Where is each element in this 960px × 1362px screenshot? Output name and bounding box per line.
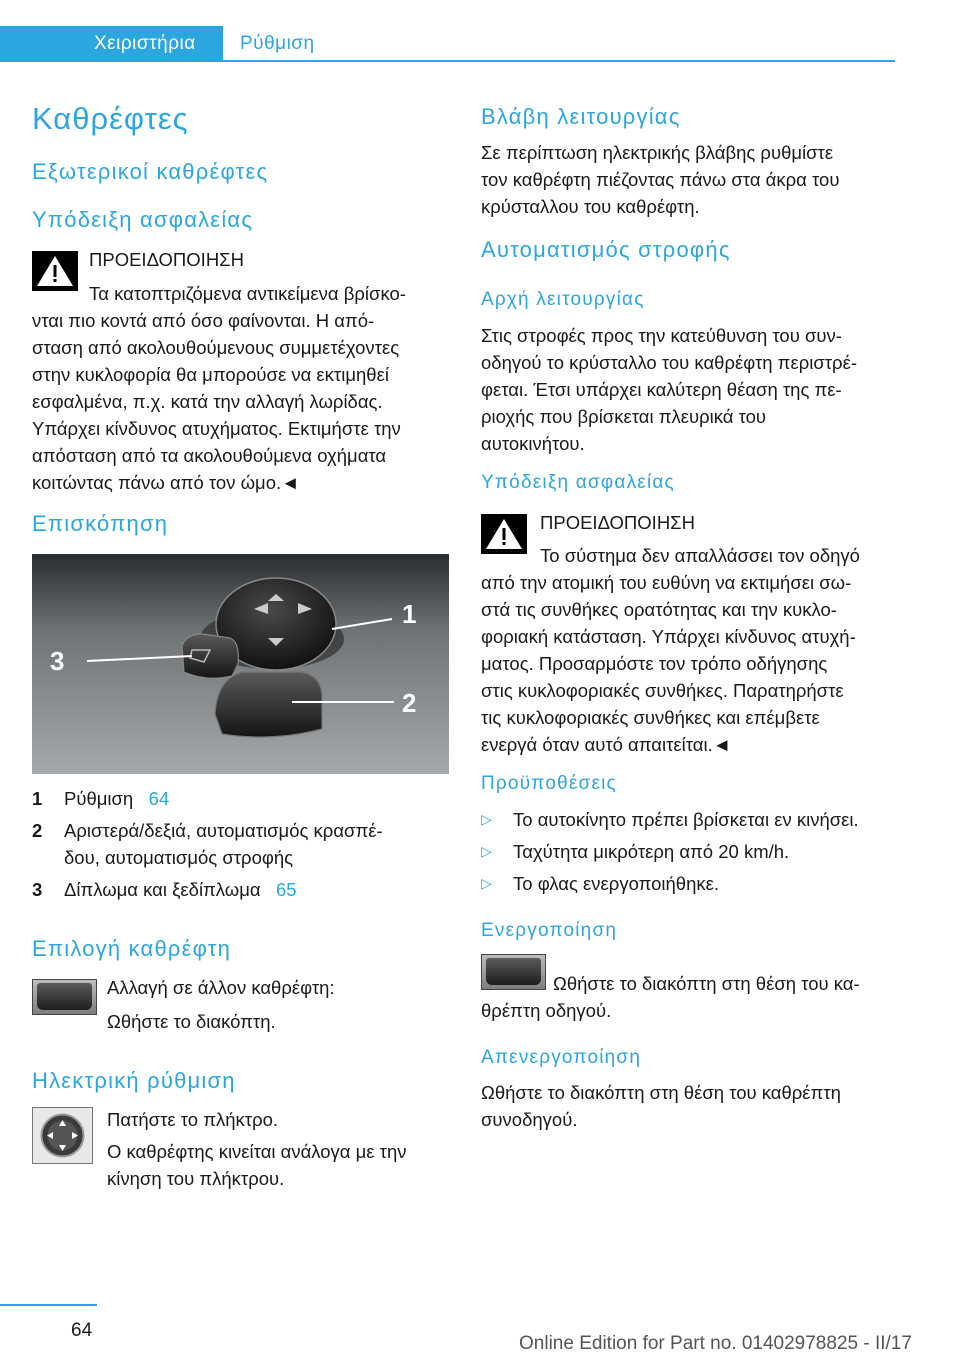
- legend-number: 2: [32, 820, 43, 841]
- mirror-controls-photo: [32, 554, 449, 774]
- legend-number: 1: [32, 788, 43, 809]
- warning-text-left-4: στην κυκλοφορία θα μπορούσε να εκτιμηθεί: [32, 364, 389, 385]
- safety-heading-left: Υπόδειξη ασφαλείας: [32, 207, 254, 232]
- overview-heading: Επισκόπηση: [32, 511, 169, 536]
- principle-text-5: αυτοκινήτου.: [481, 433, 585, 454]
- triangle-bullet-icon: ▷: [481, 843, 492, 859]
- principle-text-4: ριοχής που βρίσκεται πλευρικά του: [481, 406, 767, 427]
- auto-turn-heading: Αυτοματισμός στροφής: [481, 237, 731, 262]
- triangle-bullet-icon: ▷: [481, 875, 492, 891]
- edition-note: Online Edition for Part no. 01402978825 - II/17: [519, 1333, 912, 1354]
- electric-text-1: Πατήστε το πλήκτρο.: [107, 1109, 279, 1130]
- principle-text-2: οδηγού το κρύσταλλο του καθρέφτη περιστρέ-: [481, 352, 857, 373]
- legend-item-2: [32, 817, 442, 871]
- section-heading-exterior-mirrors: Εξωτερικοί καθρέφτες: [32, 159, 269, 184]
- chapter-tab[interactable]: Χειριστήρια: [0, 26, 223, 62]
- electric-text-3: κίνηση του πλήκτρου.: [107, 1168, 285, 1189]
- list-item: ▷ Το αυτοκίνητο πρέπει βρίσκεται εν κινήσει.: [481, 806, 901, 833]
- electric-text-2: Ο καθρέφτης κινείται ανάλογα με την: [107, 1141, 407, 1162]
- warning-text-left-7: απόσταση από τα ακολουθούμενα οχήματα: [32, 445, 387, 466]
- principle-heading: Αρχή λειτουργίας: [481, 289, 645, 310]
- adjust-button-icon: [32, 1107, 93, 1164]
- legend-text-cont: δου, αυτοματισμός στροφής: [64, 847, 294, 868]
- header-divider: [0, 60, 895, 62]
- warning-text-left-3: σταση από ακολουθούμενους συμμετέχοντες: [32, 337, 400, 358]
- malfunction-text-3: κρύσταλλου του καθρέφτη.: [481, 196, 700, 217]
- warning-text-left-5: εσφαλμένα, π.χ. κατά την αλλαγή λωρίδας.: [32, 391, 383, 412]
- select-text-2: Ωθήστε το διακόπτη.: [107, 1011, 276, 1032]
- page-ref-link[interactable]: 65: [276, 879, 297, 900]
- callout-2: 2: [402, 688, 417, 718]
- activation-text-1: Ωθήστε το διακόπτη στη θέση του κα-: [553, 973, 860, 994]
- warning-icon: [32, 251, 78, 291]
- deactivation-text-1: Ωθήστε το διακόπτη στη θέση του καθρέπτη: [481, 1082, 841, 1103]
- footer-divider: [0, 1304, 97, 1306]
- legend-text: Αριστερά/δεξιά, αυτοματισμός κρασπέ-: [64, 820, 383, 841]
- list-item: ▷ Ταχύτητα μικρότερη από 20 km/h.: [481, 838, 901, 865]
- warning-label-right: ΠΡΟΕΙΔΟΠΟΙΗΣΗ: [540, 512, 695, 533]
- activation-heading: Ενεργοποίηση: [481, 920, 618, 941]
- legend-text: Δίπλωμα και ξεδίπλωμα: [64, 879, 261, 900]
- warning-text-right-3: στά τις συνθήκες ορατότητας και την κυκλο-: [481, 599, 837, 620]
- malfunction-text-2: τον καθρέφτη πιέζοντας πάνω στα άκρα του: [481, 169, 840, 190]
- legend-item-3: [32, 876, 442, 903]
- page-title: Καθρέφτες: [32, 101, 189, 136]
- activation-text-2: θρέπτη οδηγού.: [481, 1000, 612, 1021]
- warning-text-right-4: φοριακή κατάσταση. Υπάρχει κίνδυνος ατυχή-: [481, 626, 856, 647]
- switch-icon: [481, 954, 546, 990]
- legend-item-1: [32, 785, 442, 812]
- electric-adjust-heading: Ηλεκτρική ρύθμιση: [32, 1068, 236, 1093]
- prerequisites-heading: Προϋποθέσεις: [481, 773, 617, 794]
- mirror-select-switch-icon: [32, 979, 97, 1015]
- legend-number: 3: [32, 879, 43, 900]
- callout-1: 1: [402, 599, 417, 629]
- warning-icon: [481, 514, 527, 554]
- warning-text-right-2: από την ατομική του ευθύνη να εκτιμήσει σω-: [481, 572, 852, 593]
- warning-label-left: ΠΡΟΕΙΔΟΠΟΙΗΣΗ: [89, 249, 244, 270]
- list-item: ▷ Το φλας ενεργοποιήθηκε.: [481, 870, 901, 897]
- warning-text-left-1: Τα κατοπτριζόμενα αντικείμενα βρίσκο-: [89, 283, 406, 304]
- warning-text-right-1: Το σύστημα δεν απαλλάσσει τον οδηγό: [540, 545, 860, 566]
- select-text-1: Αλλαγή σε άλλον καθρέφτη:: [107, 977, 335, 998]
- malfunction-text-1: Σε περίπτωση ηλεκτρικής βλάβης ρυθμίστε: [481, 142, 834, 163]
- triangle-bullet-icon: ▷: [481, 811, 492, 827]
- principle-text-3: φεται. Έτσι υπάρχει καλύτερη θέαση της πε-: [481, 379, 842, 400]
- deactivation-heading: Απενεργοποίηση: [481, 1047, 642, 1068]
- warning-text-left-2: νται πιο κοντά από όσο φαίνονται. Η από-: [32, 310, 375, 331]
- warning-text-right-6: στις κυκλοφοριακές συνθήκες. Παρατηρήστε: [481, 680, 844, 701]
- safety-heading-right: Υπόδειξη ασφαλείας: [481, 472, 675, 493]
- malfunction-heading: Βλάβη λειτουργίας: [481, 104, 681, 129]
- warning-text-right-7: τις κυκλοφοριακές συνθήκες και επέμβετε: [481, 707, 820, 728]
- select-mirror-heading: Επιλογή καθρέφτη: [32, 936, 232, 961]
- section-tab[interactable]: Ρύθμιση: [240, 33, 315, 54]
- page-ref-link[interactable]: 64: [148, 788, 170, 809]
- page-number: 64: [71, 1320, 93, 1341]
- callout-3: 3: [50, 646, 65, 676]
- warning-text-left-6: Υπάρχει κίνδυνος ατυχήματος. Εκτιμήστε την: [32, 418, 401, 439]
- warning-text-right-8: ενεργά όταν αυτό απαιτείται.◄: [481, 734, 732, 755]
- principle-text-1: Στις στροφές προς την κατεύθυνση του συν-: [481, 325, 842, 346]
- legend-text: Ρύθμιση: [64, 788, 134, 809]
- warning-text-right-5: ματος. Προσαρμόστε τον τρόπο οδήγησης: [481, 653, 828, 674]
- deactivation-text-2: συνοδηγού.: [481, 1109, 578, 1130]
- warning-text-left-8: κοιτώντας πάνω από τον ώμο.◄: [32, 472, 300, 493]
